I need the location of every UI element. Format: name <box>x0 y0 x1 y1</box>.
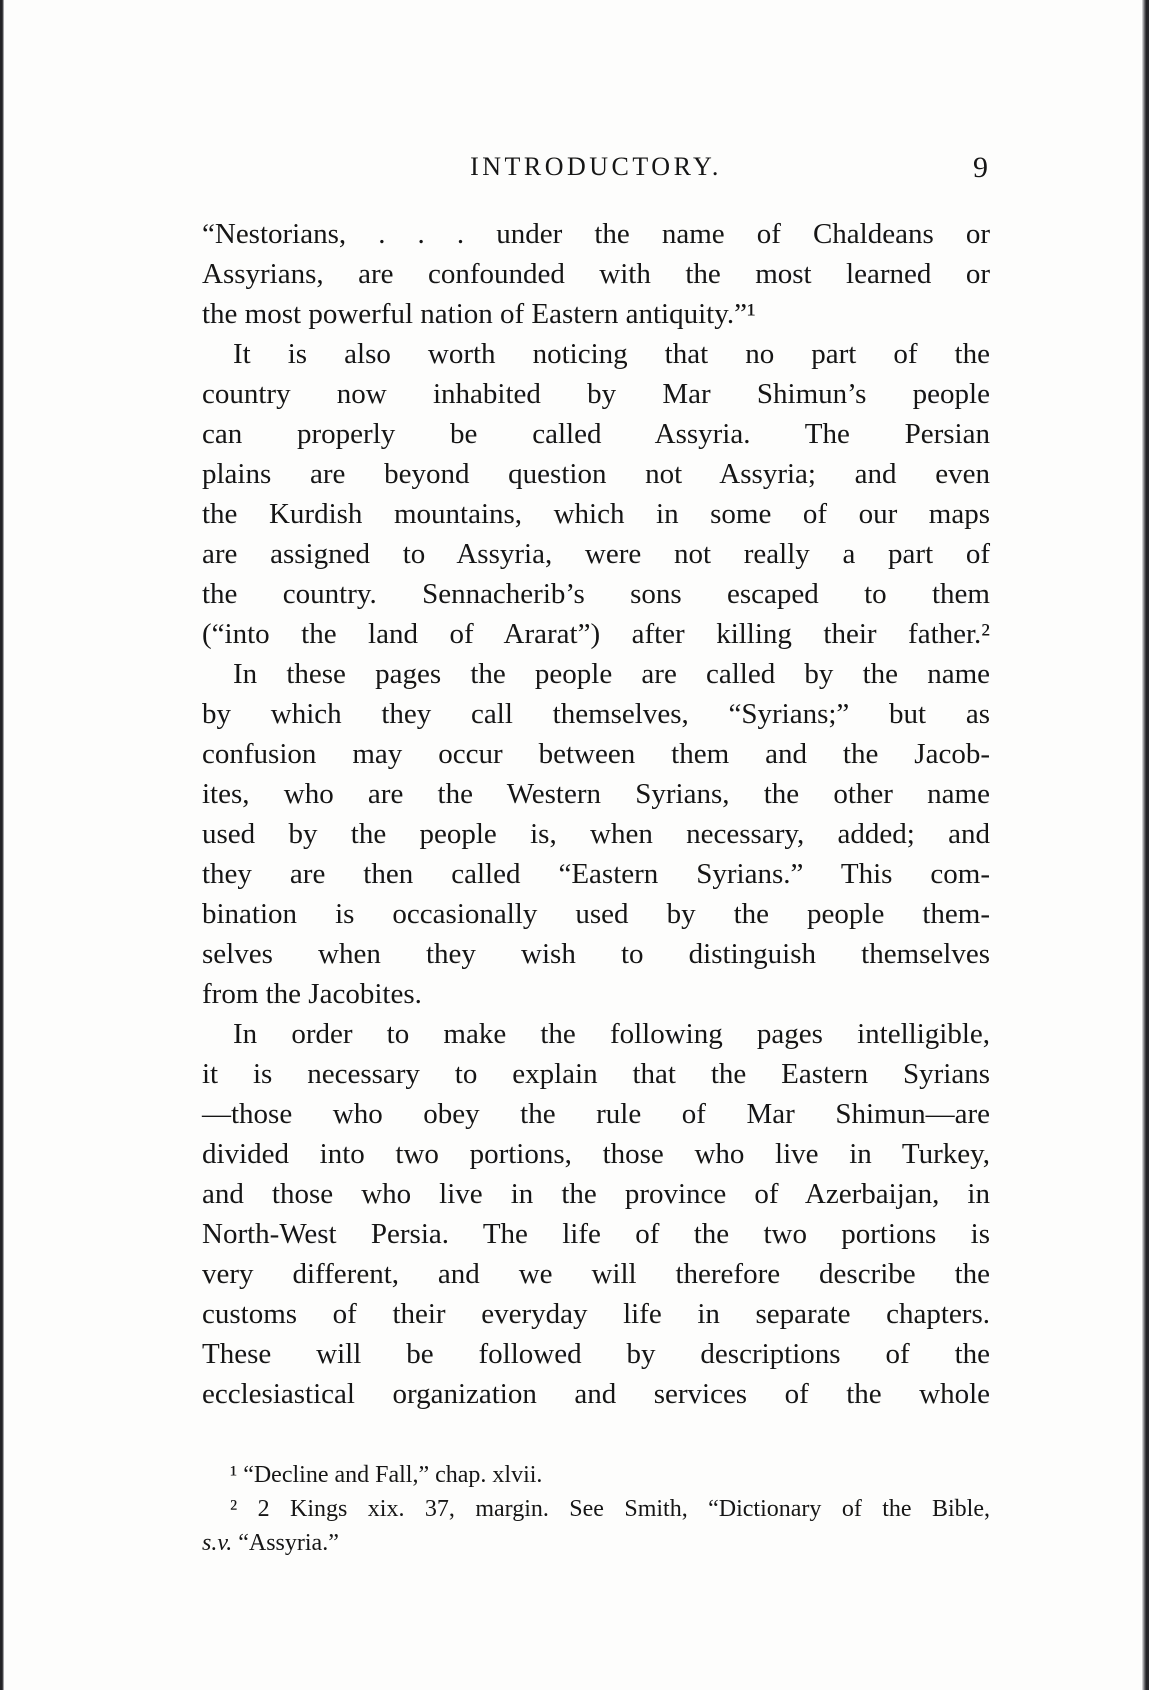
running-header-title: INTRODUCTORY. <box>470 152 722 181</box>
text-line: ecclesiastical organization and services of the whole <box>202 1378 990 1410</box>
text-line: selves when they wish to distinguish themselves <box>202 938 990 970</box>
footnote-abbrev-italic: s.v. <box>202 1530 233 1556</box>
text-line: In order to make the following pages intelligible, <box>233 1018 990 1050</box>
scan-edge-left <box>0 0 4 1690</box>
text-line: used by the people is, when necessary, added; and <box>202 818 990 850</box>
text-line: from the Jacobites. <box>202 978 422 1010</box>
text-line: divided into two portions, those who live in Turkey, <box>202 1138 990 1170</box>
footnote-2-continued <box>202 1526 990 1560</box>
scan-edge-right <box>1142 0 1149 1690</box>
text-line: the Kurdish mountains, which in some of our maps <box>202 498 990 530</box>
text-line: Assyrians, are confounded with the most learned or <box>202 258 990 290</box>
text-line: very different, and we will therefore describe the <box>202 1258 990 1290</box>
text-line: North-West Persia. The life of the two portions is <box>202 1218 990 1250</box>
text-line: In these pages the people are called by the name <box>233 658 990 690</box>
body-text <box>202 214 990 1414</box>
text-line: the most powerful nation of Eastern antiquity.”¹ <box>202 298 756 330</box>
text-line: are assigned to Assyria, were not really a part of <box>202 538 990 570</box>
text-line: customs of their everyday life in separate chapters. <box>202 1298 990 1330</box>
text-line: —those who obey the rule of Mar Shimun—are <box>202 1098 990 1130</box>
text-line: These will be followed by descriptions of the <box>202 1338 990 1370</box>
text-line: country now inhabited by Mar Shimun’s people <box>202 378 990 410</box>
footnote-1: ¹ “Decline and Fall,” chap. xlvii. <box>230 1462 543 1488</box>
text-line: they are then called “Eastern Syrians.” This com- <box>202 858 990 890</box>
text-line: and those who live in the province of Azerbaijan, in <box>202 1178 990 1210</box>
text-line: “Nestorians, . . . under the name of Chaldeans or <box>202 218 990 250</box>
footnote-2-continued-text: “Assyria.” <box>232 1530 339 1556</box>
text-line: by which they call themselves, “Syrians;” but as <box>202 698 990 730</box>
text-line: It is also worth noticing that no part of the <box>233 338 990 370</box>
text-line: (“into the land of Ararat”) after killing their father.² <box>202 618 990 650</box>
page-header <box>202 150 990 188</box>
footnote-2: ² 2 Kings xix. 37, margin. See Smith, “Dictionary of the Bible, <box>230 1496 990 1522</box>
text-line: bination is occasionally used by the people them- <box>202 898 990 930</box>
footnotes <box>202 1458 990 1560</box>
text-line: plains are beyond question not Assyria; and even <box>202 458 990 490</box>
text-line: it is necessary to explain that the Eastern Syrians <box>202 1058 990 1090</box>
text-line: ites, who are the Western Syrians, the other name <box>202 778 990 810</box>
text-line: can properly be called Assyria. The Persian <box>202 418 990 450</box>
page-number: 9 <box>973 151 988 184</box>
text-line: the country. Sennacherib’s sons escaped to them <box>202 578 990 610</box>
text-line: confusion may occur between them and the Jacob- <box>202 738 990 770</box>
